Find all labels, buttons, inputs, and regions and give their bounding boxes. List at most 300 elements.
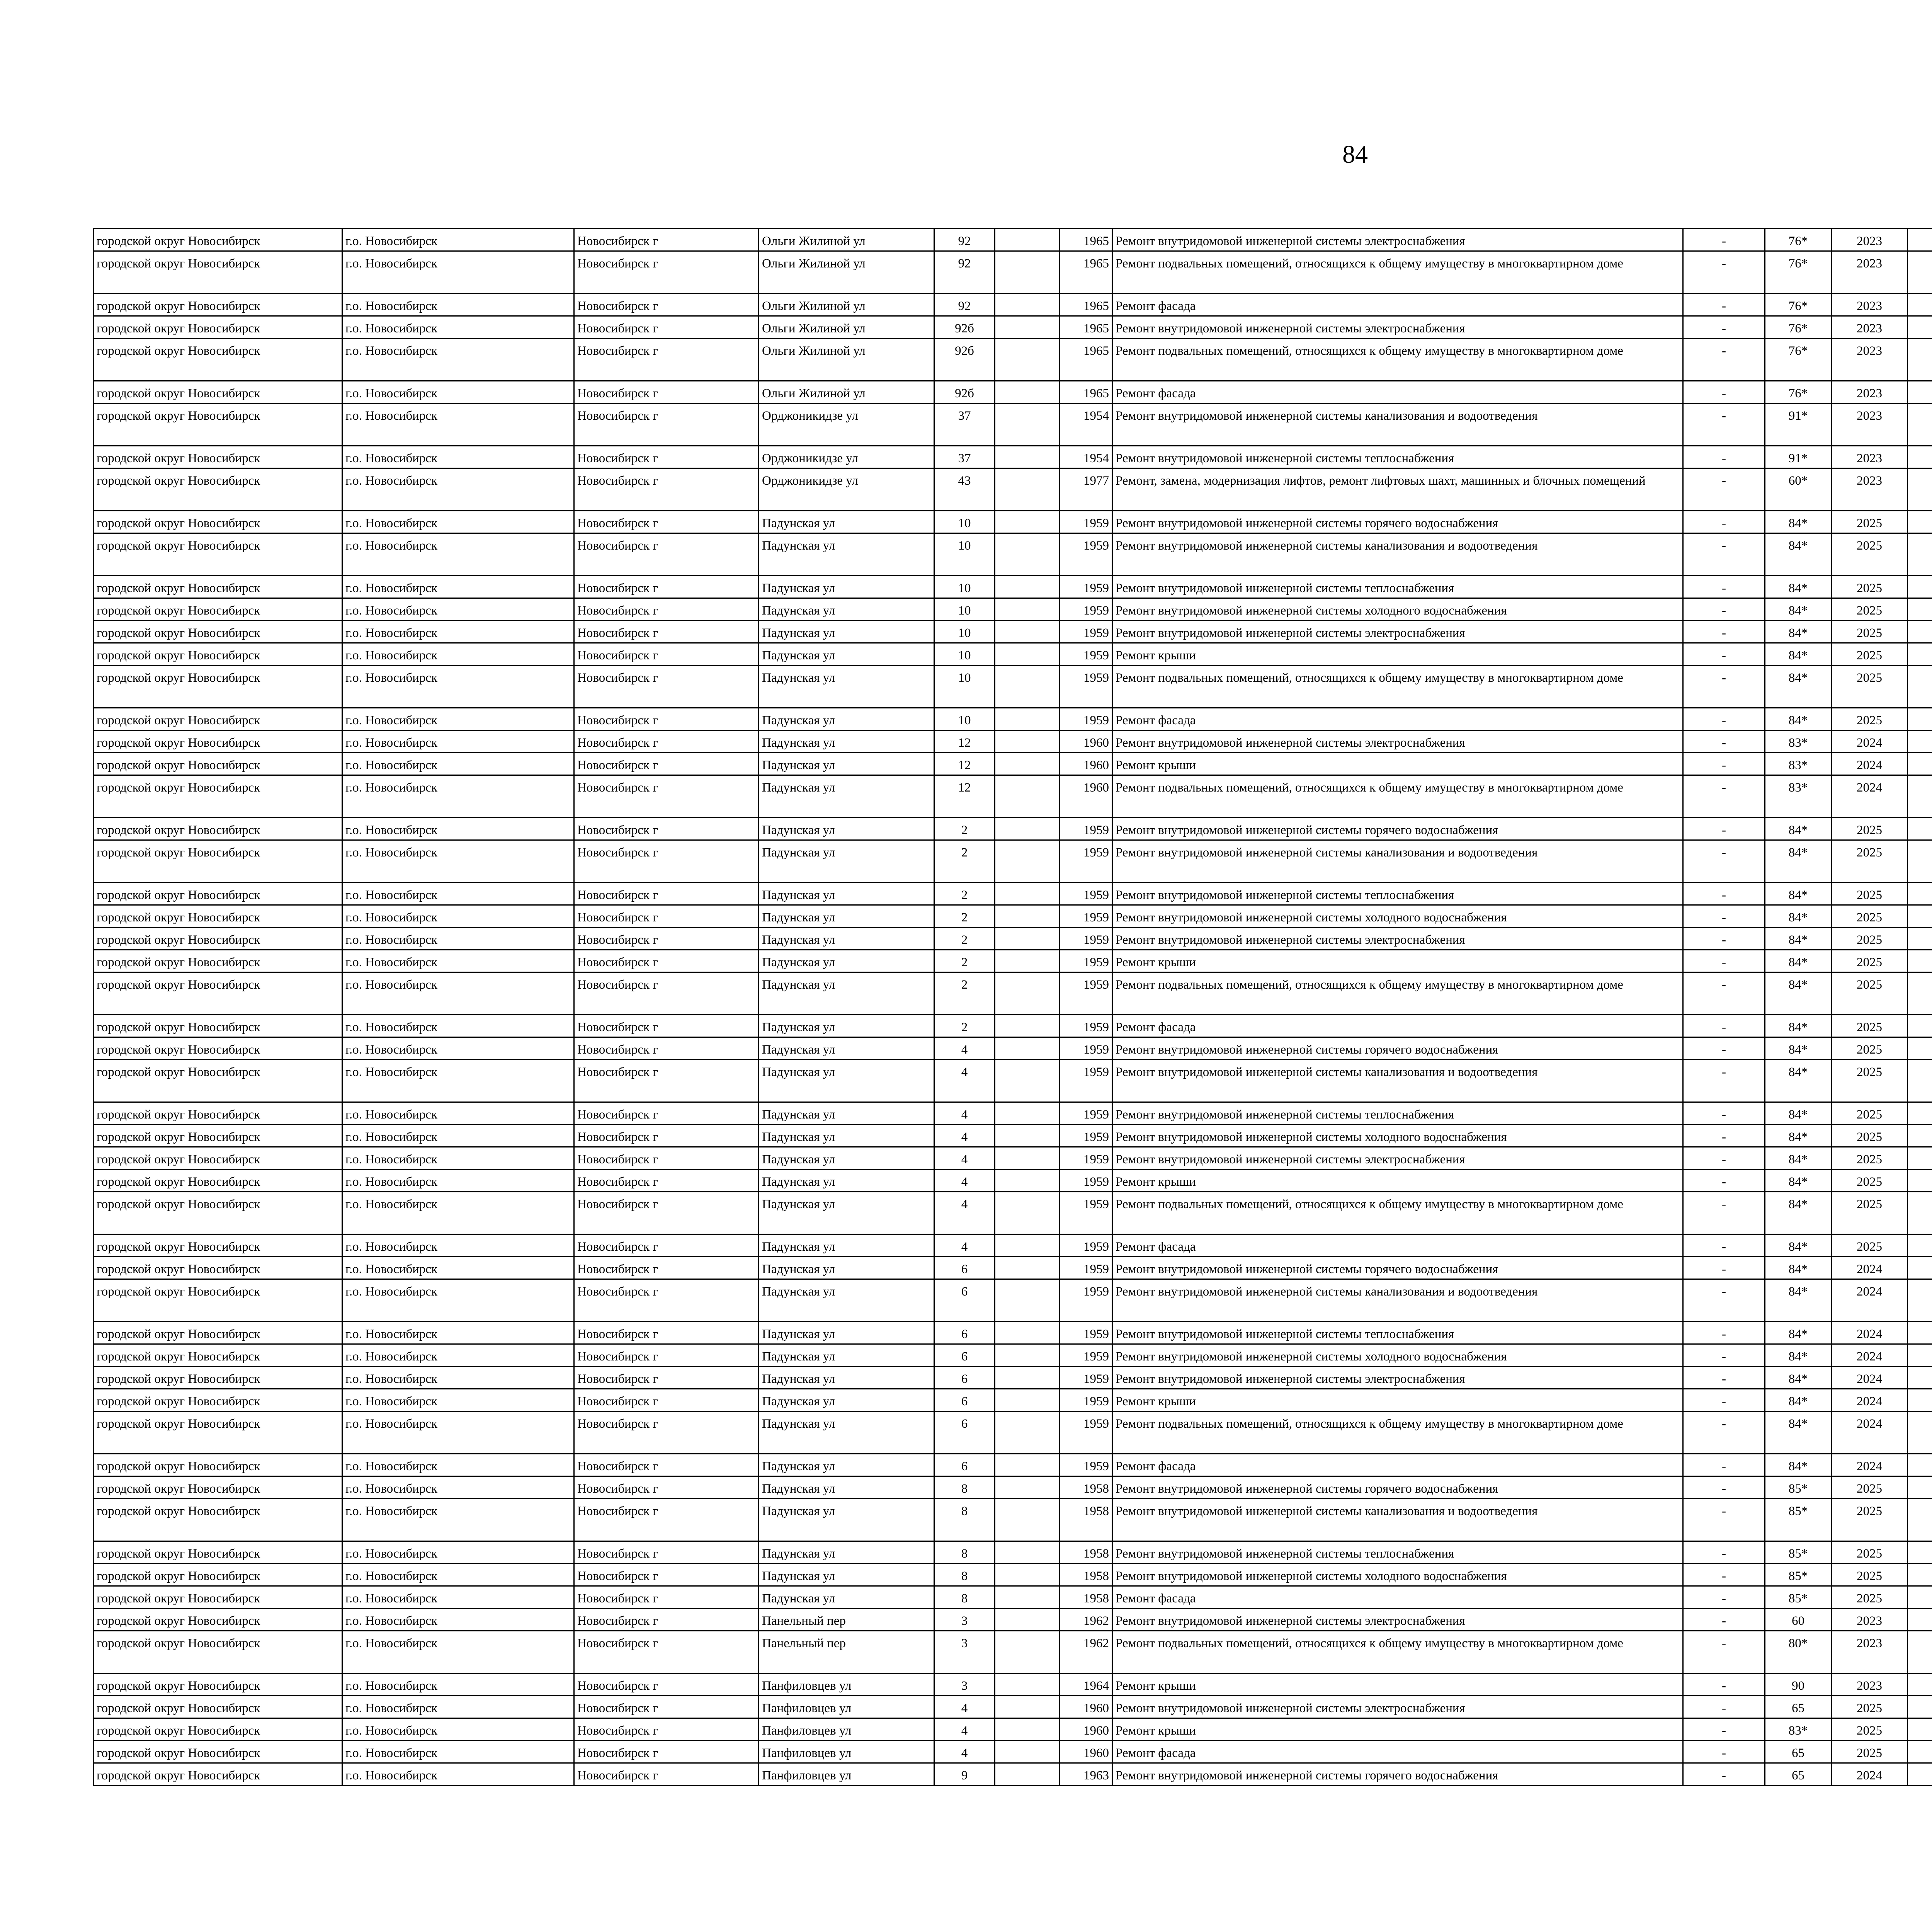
work-type-cell: Ремонт внутридомовой инженерной системы горячего водоснабжения: [1112, 1476, 1683, 1499]
municipality-cell: городской округ Новосибирск: [94, 1718, 342, 1741]
district-cell: г.о. Новосибирск: [342, 775, 574, 818]
house-number-cell: 8: [934, 1564, 995, 1586]
street-cell: Падунская ул: [759, 1125, 934, 1147]
start-year-cell: 2024: [1832, 1344, 1908, 1367]
wear-percent-cell: 84*: [1765, 840, 1832, 883]
municipality-cell: городской округ Новосибирск: [94, 1476, 342, 1499]
end-year-cell: [1908, 1389, 1932, 1411]
street-cell: Падунская ул: [759, 1411, 934, 1454]
settlement-cell: Новосибирск г: [574, 1564, 759, 1586]
street-cell: Панфиловцев ул: [759, 1674, 934, 1696]
district-cell: г.о. Новосибирск: [342, 950, 574, 972]
table-row: [94, 1476, 1932, 1499]
blank-cell: [995, 621, 1060, 643]
municipality-cell: городской округ Новосибирск: [94, 598, 342, 621]
wear-percent-cell: 84*: [1765, 598, 1832, 621]
build-year-cell: 1962: [1060, 1609, 1112, 1631]
capital-repair-table: [93, 228, 1932, 1786]
end-year-cell: [1908, 840, 1932, 883]
house-number-cell: 6: [934, 1279, 995, 1322]
street-cell: Падунская ул: [759, 905, 934, 928]
dash-cell: -: [1683, 1718, 1765, 1741]
end-year-cell: [1908, 905, 1932, 928]
dash-cell: -: [1683, 1389, 1765, 1411]
start-year-cell: 2025: [1832, 1125, 1908, 1147]
street-cell: Панфиловцев ул: [759, 1763, 934, 1786]
end-year-cell: [1908, 1015, 1932, 1037]
dash-cell: -: [1683, 1741, 1765, 1763]
house-number-cell: 4: [934, 1037, 995, 1060]
wear-percent-cell: 85*: [1765, 1476, 1832, 1499]
dash-cell: -: [1683, 294, 1765, 316]
table-row: [94, 1564, 1932, 1586]
table-row: [94, 730, 1932, 753]
municipality-cell: городской округ Новосибирск: [94, 1499, 342, 1541]
work-type-cell: Ремонт фасада: [1112, 381, 1683, 403]
dash-cell: -: [1683, 1279, 1765, 1322]
settlement-cell: Новосибирск г: [574, 1367, 759, 1389]
work-type-cell: Ремонт внутридомовой инженерной системы электроснабжения: [1112, 1696, 1683, 1718]
street-cell: Падунская ул: [759, 708, 934, 730]
table-row: [94, 1763, 1932, 1786]
blank-cell: [995, 1564, 1060, 1586]
work-type-cell: Ремонт внутридомовой инженерной системы электроснабжения: [1112, 621, 1683, 643]
end-year-cell: [1908, 1718, 1932, 1741]
work-type-cell: Ремонт подвальных помещений, относящихся к общему имуществу в многоквартирном доме: [1112, 775, 1683, 818]
municipality-cell: городской округ Новосибирск: [94, 381, 342, 403]
municipality-cell: городской округ Новосибирск: [94, 621, 342, 643]
end-year-cell: [1908, 1257, 1932, 1279]
dash-cell: -: [1683, 511, 1765, 533]
dash-cell: -: [1683, 1234, 1765, 1257]
wear-percent-cell: 84*: [1765, 818, 1832, 840]
settlement-cell: Новосибирск г: [574, 251, 759, 294]
blank-cell: [995, 1718, 1060, 1741]
house-number-cell: 12: [934, 730, 995, 753]
build-year-cell: 1964: [1060, 1674, 1112, 1696]
wear-percent-cell: 84*: [1765, 1454, 1832, 1476]
municipality-cell: городской округ Новосибирск: [94, 905, 342, 928]
dash-cell: -: [1683, 1411, 1765, 1454]
house-number-cell: 6: [934, 1411, 995, 1454]
end-year-cell: [1908, 598, 1932, 621]
work-type-cell: Ремонт внутридомовой инженерной системы холодного водоснабжения: [1112, 1344, 1683, 1367]
end-year-cell: [1908, 294, 1932, 316]
end-year-cell: [1908, 666, 1932, 708]
work-type-cell: Ремонт подвальных помещений, относящихся к общему имуществу в многоквартирном доме: [1112, 1192, 1683, 1234]
end-year-cell: [1908, 1344, 1932, 1367]
house-number-cell: 8: [934, 1476, 995, 1499]
dash-cell: -: [1683, 1696, 1765, 1718]
house-number-cell: 6: [934, 1344, 995, 1367]
work-type-cell: Ремонт внутридомовой инженерной системы электроснабжения: [1112, 229, 1683, 251]
work-type-cell: Ремонт подвальных помещений, относящихся к общему имуществу в многоквартирном доме: [1112, 339, 1683, 381]
house-number-cell: 2: [934, 972, 995, 1015]
house-number-cell: 10: [934, 598, 995, 621]
dash-cell: -: [1683, 1322, 1765, 1344]
wear-percent-cell: 84*: [1765, 1102, 1832, 1125]
start-year-cell: 2025: [1832, 621, 1908, 643]
dash-cell: -: [1683, 1125, 1765, 1147]
house-number-cell: 92б: [934, 316, 995, 339]
start-year-cell: 2025: [1832, 1170, 1908, 1192]
start-year-cell: 2025: [1832, 972, 1908, 1015]
blank-cell: [995, 1586, 1060, 1609]
municipality-cell: городской округ Новосибирск: [94, 251, 342, 294]
street-cell: Падунская ул: [759, 1564, 934, 1586]
blank-cell: [995, 1476, 1060, 1499]
street-cell: Падунская ул: [759, 1389, 934, 1411]
street-cell: Падунская ул: [759, 598, 934, 621]
blank-cell: [995, 381, 1060, 403]
street-cell: Падунская ул: [759, 533, 934, 576]
settlement-cell: Новосибирск г: [574, 1499, 759, 1541]
end-year-cell: [1908, 1499, 1932, 1541]
settlement-cell: Новосибирск г: [574, 1674, 759, 1696]
street-cell: Ольги Жилиной ул: [759, 294, 934, 316]
dash-cell: -: [1683, 446, 1765, 468]
blank-cell: [995, 1322, 1060, 1344]
table-row: [94, 708, 1932, 730]
wear-percent-cell: 91*: [1765, 446, 1832, 468]
wear-percent-cell: 84*: [1765, 1279, 1832, 1322]
municipality-cell: городской округ Новосибирск: [94, 1367, 342, 1389]
street-cell: Падунская ул: [759, 775, 934, 818]
house-number-cell: 2: [934, 950, 995, 972]
build-year-cell: 1977: [1060, 468, 1112, 511]
dash-cell: -: [1683, 381, 1765, 403]
house-number-cell: 4: [934, 1192, 995, 1234]
municipality-cell: городской округ Новосибирск: [94, 666, 342, 708]
blank-cell: [995, 730, 1060, 753]
settlement-cell: Новосибирск г: [574, 1322, 759, 1344]
end-year-cell: [1908, 1411, 1932, 1454]
start-year-cell: 2025: [1832, 1541, 1908, 1564]
settlement-cell: Новосибирск г: [574, 446, 759, 468]
house-number-cell: 37: [934, 403, 995, 446]
house-number-cell: 9: [934, 1763, 995, 1786]
dash-cell: -: [1683, 251, 1765, 294]
street-cell: Падунская ул: [759, 1015, 934, 1037]
work-type-cell: Ремонт внутридомовой инженерной системы электроснабжения: [1112, 1367, 1683, 1389]
table-body: [94, 229, 1932, 1786]
start-year-cell: 2025: [1832, 1476, 1908, 1499]
start-year-cell: 2025: [1832, 905, 1908, 928]
municipality-cell: городской округ Новосибирск: [94, 1411, 342, 1454]
dash-cell: -: [1683, 1060, 1765, 1102]
municipality-cell: городской округ Новосибирск: [94, 1037, 342, 1060]
settlement-cell: Новосибирск г: [574, 1718, 759, 1741]
build-year-cell: 1959: [1060, 621, 1112, 643]
table-row: [94, 1102, 1932, 1125]
settlement-cell: Новосибирск г: [574, 1741, 759, 1763]
end-year-cell: [1908, 730, 1932, 753]
house-number-cell: 92: [934, 229, 995, 251]
work-type-cell: Ремонт подвальных помещений, относящихся к общему имуществу в многоквартирном доме: [1112, 1411, 1683, 1454]
start-year-cell: 2024: [1832, 1389, 1908, 1411]
table-row: [94, 928, 1932, 950]
settlement-cell: Новосибирск г: [574, 1696, 759, 1718]
wear-percent-cell: 76*: [1765, 229, 1832, 251]
start-year-cell: 2025: [1832, 708, 1908, 730]
dash-cell: -: [1683, 339, 1765, 381]
district-cell: г.о. Новосибирск: [342, 468, 574, 511]
start-year-cell: 2025: [1832, 1696, 1908, 1718]
district-cell: г.о. Новосибирск: [342, 1102, 574, 1125]
settlement-cell: Новосибирск г: [574, 339, 759, 381]
work-type-cell: Ремонт внутридомовой инженерной системы электроснабжения: [1112, 928, 1683, 950]
blank-cell: [995, 446, 1060, 468]
start-year-cell: 2025: [1832, 1102, 1908, 1125]
start-year-cell: 2025: [1832, 1741, 1908, 1763]
table-row: [94, 1279, 1932, 1322]
build-year-cell: 1959: [1060, 840, 1112, 883]
dash-cell: -: [1683, 972, 1765, 1015]
start-year-cell: 2025: [1832, 643, 1908, 666]
wear-percent-cell: 84*: [1765, 1367, 1832, 1389]
dash-cell: -: [1683, 775, 1765, 818]
district-cell: г.о. Новосибирск: [342, 511, 574, 533]
municipality-cell: городской округ Новосибирск: [94, 446, 342, 468]
blank-cell: [995, 1344, 1060, 1367]
work-type-cell: Ремонт внутридомовой инженерной системы канализования и водоотведения: [1112, 533, 1683, 576]
house-number-cell: 4: [934, 1741, 995, 1763]
district-cell: г.о. Новосибирск: [342, 251, 574, 294]
build-year-cell: 1954: [1060, 446, 1112, 468]
end-year-cell: [1908, 339, 1932, 381]
district-cell: г.о. Новосибирск: [342, 1192, 574, 1234]
dash-cell: -: [1683, 1170, 1765, 1192]
dash-cell: -: [1683, 666, 1765, 708]
district-cell: г.о. Новосибирск: [342, 1499, 574, 1541]
blank-cell: [995, 1234, 1060, 1257]
work-type-cell: Ремонт крыши: [1112, 643, 1683, 666]
house-number-cell: 4: [934, 1125, 995, 1147]
work-type-cell: Ремонт внутридомовой инженерной системы холодного водоснабжения: [1112, 905, 1683, 928]
settlement-cell: Новосибирск г: [574, 1125, 759, 1147]
build-year-cell: 1959: [1060, 1192, 1112, 1234]
build-year-cell: 1963: [1060, 1763, 1112, 1786]
end-year-cell: [1908, 1322, 1932, 1344]
wear-percent-cell: 60*: [1765, 468, 1832, 511]
street-cell: Падунская ул: [759, 1170, 934, 1192]
work-type-cell: Ремонт крыши: [1112, 753, 1683, 775]
district-cell: г.о. Новосибирск: [342, 1763, 574, 1786]
start-year-cell: 2025: [1832, 1718, 1908, 1741]
wear-percent-cell: 85*: [1765, 1499, 1832, 1541]
blank-cell: [995, 1147, 1060, 1170]
build-year-cell: 1959: [1060, 883, 1112, 905]
table-row: [94, 533, 1932, 576]
district-cell: г.о. Новосибирск: [342, 1344, 574, 1367]
dash-cell: -: [1683, 840, 1765, 883]
build-year-cell: 1959: [1060, 708, 1112, 730]
municipality-cell: городской округ Новосибирск: [94, 1060, 342, 1102]
settlement-cell: Новосибирск г: [574, 1411, 759, 1454]
start-year-cell: 2024: [1832, 1322, 1908, 1344]
table-row: [94, 1192, 1932, 1234]
build-year-cell: 1965: [1060, 294, 1112, 316]
street-cell: Падунская ул: [759, 840, 934, 883]
table-row: [94, 883, 1932, 905]
municipality-cell: городской округ Новосибирск: [94, 1763, 342, 1786]
start-year-cell: 2023: [1832, 1631, 1908, 1674]
dash-cell: -: [1683, 753, 1765, 775]
start-year-cell: 2025: [1832, 511, 1908, 533]
house-number-cell: 8: [934, 1586, 995, 1609]
table-row: [94, 1586, 1932, 1609]
municipality-cell: городской округ Новосибирск: [94, 1674, 342, 1696]
district-cell: г.о. Новосибирск: [342, 1279, 574, 1322]
settlement-cell: Новосибирск г: [574, 1541, 759, 1564]
street-cell: Панфиловцев ул: [759, 1696, 934, 1718]
settlement-cell: Новосибирск г: [574, 1147, 759, 1170]
street-cell: Падунская ул: [759, 511, 934, 533]
district-cell: г.о. Новосибирск: [342, 1170, 574, 1192]
table-row: [94, 1170, 1932, 1192]
blank-cell: [995, 1609, 1060, 1631]
build-year-cell: 1959: [1060, 1411, 1112, 1454]
settlement-cell: Новосибирск г: [574, 1631, 759, 1674]
municipality-cell: городской округ Новосибирск: [94, 1170, 342, 1192]
build-year-cell: 1959: [1060, 905, 1112, 928]
build-year-cell: 1959: [1060, 972, 1112, 1015]
work-type-cell: Ремонт фасада: [1112, 1586, 1683, 1609]
start-year-cell: 2025: [1832, 818, 1908, 840]
start-year-cell: 2024: [1832, 1763, 1908, 1786]
street-cell: Падунская ул: [759, 730, 934, 753]
settlement-cell: Новосибирск г: [574, 1170, 759, 1192]
street-cell: Падунская ул: [759, 1279, 934, 1322]
district-cell: г.о. Новосибирск: [342, 666, 574, 708]
municipality-cell: городской округ Новосибирск: [94, 1454, 342, 1476]
end-year-cell: [1908, 928, 1932, 950]
municipality-cell: городской округ Новосибирск: [94, 1741, 342, 1763]
wear-percent-cell: 84*: [1765, 972, 1832, 1015]
settlement-cell: Новосибирск г: [574, 1279, 759, 1322]
table-row: [94, 229, 1932, 251]
district-cell: г.о. Новосибирск: [342, 1718, 574, 1741]
municipality-cell: городской округ Новосибирск: [94, 1015, 342, 1037]
build-year-cell: 1965: [1060, 339, 1112, 381]
table-row: [94, 339, 1932, 381]
house-number-cell: 6: [934, 1367, 995, 1389]
build-year-cell: 1959: [1060, 533, 1112, 576]
blank-cell: [995, 883, 1060, 905]
dash-cell: -: [1683, 1586, 1765, 1609]
house-number-cell: 6: [934, 1389, 995, 1411]
district-cell: г.о. Новосибирск: [342, 1541, 574, 1564]
street-cell: Орджоникидзе ул: [759, 446, 934, 468]
district-cell: г.о. Новосибирск: [342, 730, 574, 753]
end-year-cell: [1908, 1037, 1932, 1060]
house-number-cell: 92б: [934, 381, 995, 403]
wear-percent-cell: 84*: [1765, 1344, 1832, 1367]
wear-percent-cell: 60: [1765, 1609, 1832, 1631]
end-year-cell: [1908, 950, 1932, 972]
settlement-cell: Новосибирск г: [574, 294, 759, 316]
work-type-cell: Ремонт внутридомовой инженерной системы горячего водоснабжения: [1112, 818, 1683, 840]
municipality-cell: городской округ Новосибирск: [94, 775, 342, 818]
settlement-cell: Новосибирск г: [574, 708, 759, 730]
settlement-cell: Новосибирск г: [574, 1015, 759, 1037]
wear-percent-cell: 91*: [1765, 403, 1832, 446]
build-year-cell: 1959: [1060, 1234, 1112, 1257]
settlement-cell: Новосибирск г: [574, 621, 759, 643]
work-type-cell: Ремонт, замена, модернизация лифтов, ремонт лифтовых шахт, машинных и блочных помещений: [1112, 468, 1683, 511]
work-type-cell: Ремонт подвальных помещений, относящихся к общему имуществу в многоквартирном доме: [1112, 666, 1683, 708]
blank-cell: [995, 339, 1060, 381]
table-row: [94, 1718, 1932, 1741]
build-year-cell: 1965: [1060, 316, 1112, 339]
street-cell: Ольги Жилиной ул: [759, 251, 934, 294]
municipality-cell: городской округ Новосибирск: [94, 1609, 342, 1631]
municipality-cell: городской округ Новосибирск: [94, 883, 342, 905]
end-year-cell: [1908, 1147, 1932, 1170]
table-row: [94, 1367, 1932, 1389]
street-cell: Падунская ул: [759, 1344, 934, 1367]
street-cell: Падунская ул: [759, 576, 934, 598]
blank-cell: [995, 666, 1060, 708]
work-type-cell: Ремонт внутридомовой инженерной системы электроснабжения: [1112, 1609, 1683, 1631]
settlement-cell: Новосибирск г: [574, 229, 759, 251]
table-row: [94, 1674, 1932, 1696]
dash-cell: -: [1683, 1257, 1765, 1279]
house-number-cell: 2: [934, 840, 995, 883]
blank-cell: [995, 1060, 1060, 1102]
house-number-cell: 92: [934, 294, 995, 316]
house-number-cell: 92: [934, 251, 995, 294]
street-cell: Падунская ул: [759, 1541, 934, 1564]
wear-percent-cell: 76*: [1765, 316, 1832, 339]
blank-cell: [995, 1411, 1060, 1454]
table-row: [94, 251, 1932, 294]
blank-cell: [995, 1389, 1060, 1411]
settlement-cell: Новосибирск г: [574, 1037, 759, 1060]
end-year-cell: [1908, 251, 1932, 294]
blank-cell: [995, 1367, 1060, 1389]
street-cell: Падунская ул: [759, 621, 934, 643]
work-type-cell: Ремонт внутридомовой инженерной системы теплоснабжения: [1112, 1322, 1683, 1344]
district-cell: г.о. Новосибирск: [342, 840, 574, 883]
work-type-cell: Ремонт внутридомовой инженерной системы канализования и водоотведения: [1112, 840, 1683, 883]
end-year-cell: [1908, 1674, 1932, 1696]
table-row: [94, 621, 1932, 643]
dash-cell: -: [1683, 1102, 1765, 1125]
municipality-cell: городской округ Новосибирск: [94, 403, 342, 446]
street-cell: Ольги Жилиной ул: [759, 381, 934, 403]
district-cell: г.о. Новосибирск: [342, 621, 574, 643]
start-year-cell: 2025: [1832, 533, 1908, 576]
start-year-cell: 2023: [1832, 339, 1908, 381]
work-type-cell: Ремонт крыши: [1112, 950, 1683, 972]
start-year-cell: 2025: [1832, 1499, 1908, 1541]
work-type-cell: Ремонт подвальных помещений, относящихся к общему имуществу в многоквартирном доме: [1112, 972, 1683, 1015]
municipality-cell: городской округ Новосибирск: [94, 972, 342, 1015]
house-number-cell: 2: [934, 883, 995, 905]
settlement-cell: Новосибирск г: [574, 1586, 759, 1609]
district-cell: г.о. Новосибирск: [342, 598, 574, 621]
blank-cell: [995, 533, 1060, 576]
start-year-cell: 2025: [1832, 1015, 1908, 1037]
house-number-cell: 10: [934, 643, 995, 666]
district-cell: г.о. Новосибирск: [342, 1631, 574, 1674]
municipality-cell: городской округ Новосибирск: [94, 708, 342, 730]
work-type-cell: Ремонт крыши: [1112, 1674, 1683, 1696]
table-row: [94, 1499, 1932, 1541]
district-cell: г.о. Новосибирск: [342, 1609, 574, 1631]
settlement-cell: Новосибирск г: [574, 1344, 759, 1367]
